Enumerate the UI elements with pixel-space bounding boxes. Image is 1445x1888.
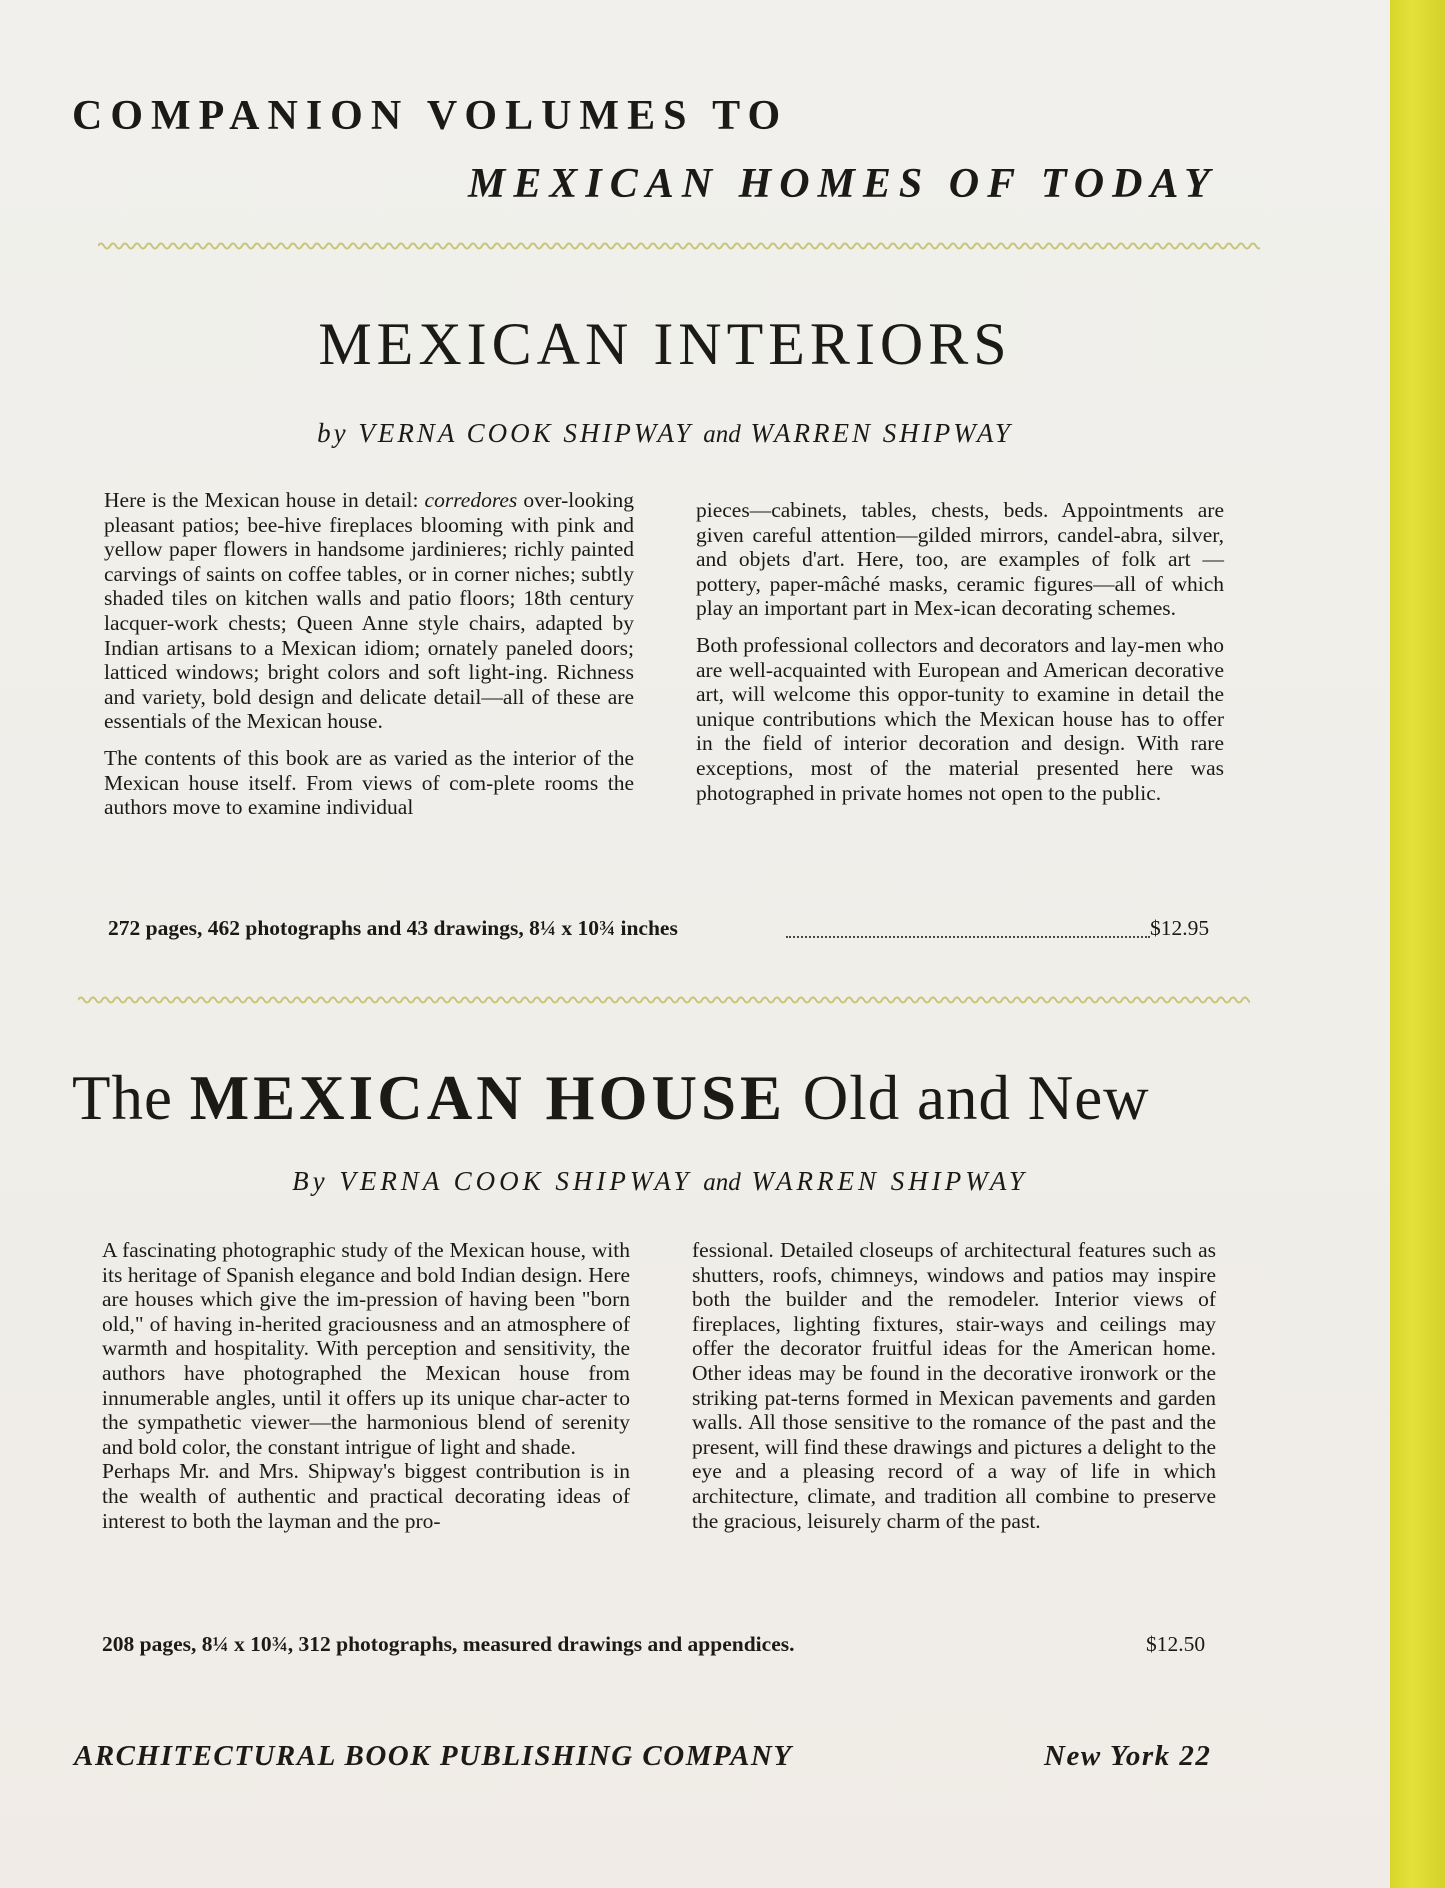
book1-col1-para1 xyxy=(104,488,634,734)
book2-price: $12.50 xyxy=(1146,1632,1206,1656)
book1-col1-para1-rest: over-looking pleasant patios; bee-hive fireplaces blooming with pink and yellow paper flowers in handsome jardinieres; richly painted carvings of saints on coffee tables, or in corner niches; subtly shaded tiles on kitchen walls and patio floors; 18th century lacquer-work chests; Queen Anne style chairs, adapted by Indian artisans to a Mexican idiom; ornately paneled doors; latticed windows; bright colors and soft light-ing. Richness and variety, bold design and delicate detail—all of these are essentials of the Mexican house. xyxy=(104,488,634,734)
book2-title-caps: MEXICAN HOUSE xyxy=(189,1063,787,1133)
book1-specs: 272 pages, 462 photographs and 43 drawings, 8¼ x 10¾ inches xyxy=(108,916,678,940)
book1-col1-para1-italic: corredores xyxy=(424,488,518,512)
book1-byline xyxy=(0,418,1330,449)
book1-col2-para2: Both professional collectors and decorators and lay-men who are well-acquainted with European and American decorative art, will welcome this oppor-tunity to examine in detail the unique contributions which the Mexican house has to offer in the field of interior decoration and design. With rare exceptions, most of the material presented here was photographed in private homes not open to the public. xyxy=(696,632,1224,805)
book2-col2-para1: fessional. Detailed closeups of architectural features such as shutters, roofs, chimneys, windows and patios may inspire both the builder and the remodeler. Interior views of fireplaces, lighting fixtures, stair-ways and ceilings may offer the decorator fruitful ideas for the American home. Other ideas may be found in the decorative ironwork or the striking pat-terns formed in Mexican pavements and garden walls. All those sensitive to the romance of the past and the present, will find these drawings and pictures a delight to the eye and a pleasing record of a way of life in which architecture, climate, and tradition all combine to preserve the gracious, leisurely charm of the past. xyxy=(692,1238,1216,1533)
book1-author2: WARREN SHIPWAY xyxy=(750,418,1013,448)
book1-title: MEXICAN INTERIORS xyxy=(318,311,1012,377)
book1-price: $12.95 xyxy=(1150,916,1210,940)
book1-and: and xyxy=(703,421,741,448)
book2-title-suffix: Old and New xyxy=(786,1063,1150,1133)
book1-column-left xyxy=(104,488,634,820)
book2-column-left xyxy=(102,1238,630,1533)
book1-by: by xyxy=(317,418,349,448)
book2-specs: 208 pages, 8¼ x 10¾, 312 photographs, measured drawings and appendices. xyxy=(102,1632,795,1656)
companion-header-line2: MEXICAN HOMES OF TODAY xyxy=(468,161,1218,207)
book2-title xyxy=(72,1062,1252,1135)
book2-col1-para2: Perhaps Mr. and Mrs. Shipway's biggest contribution is in the wealth of authentic and practical decorating ideas of interest to both the layman and the pro- xyxy=(102,1459,630,1533)
book1-column-right xyxy=(696,498,1224,805)
book2-byline xyxy=(0,1166,1320,1197)
wavy-rule-top xyxy=(98,236,1260,256)
book2-by: By xyxy=(292,1166,329,1196)
book2-col1-para1: A fascinating photographic study of the Mexican house, with its heritage of Spanish elegance and bold Indian design. Here are houses which give the im-pression of having been "born old," of having in-herited graciousness and an atmosphere of warmth and hospitality. With perception and sensitivity, the authors have photographed the Mexican house from innumerable angles, until it offers up its unique char-acter to the sympathetic viewer—the harmonious blend of serenity and bold color, the constant intrigue of light and shade. xyxy=(102,1238,630,1459)
book1-author1: VERNA COOK SHIPWAY xyxy=(358,418,694,448)
wavy-rule-middle xyxy=(78,990,1250,1010)
book2-and: and xyxy=(703,1169,741,1196)
book2-title-prefix: The xyxy=(72,1063,190,1133)
book1-col2-para1: pieces—cabinets, tables, chests, beds. Appointments are given careful attention—gilded mirrors, candel-abra, silver, and objets d'art. Here, too, are examples of folk art — pottery, paper-mâché masks, ceramic figures—all of which play an important part in Mex-ican decorating schemes. xyxy=(696,498,1224,621)
publisher-name: ARCHITECTURAL BOOK PUBLISHING COMPANY xyxy=(74,1740,793,1772)
book1-price-leader xyxy=(786,936,1150,938)
companion-header-line1: COMPANION VOLUMES TO xyxy=(72,93,789,139)
book1-col1-para2: The contents of this book are as varied as the interior of the Mexican house itself. From views of com-plete rooms the authors move to examine individual xyxy=(104,745,634,820)
publisher-location: New York 22 xyxy=(1044,1740,1212,1772)
book1-col1-para1-lead: Here is the Mexican house in detail: xyxy=(104,488,425,512)
book2-author2: WARREN SHIPWAY xyxy=(751,1166,1028,1196)
yellow-spine-edge xyxy=(1390,0,1445,1888)
book2-column-right xyxy=(692,1238,1216,1533)
book2-author1: VERNA COOK SHIPWAY xyxy=(339,1166,693,1196)
